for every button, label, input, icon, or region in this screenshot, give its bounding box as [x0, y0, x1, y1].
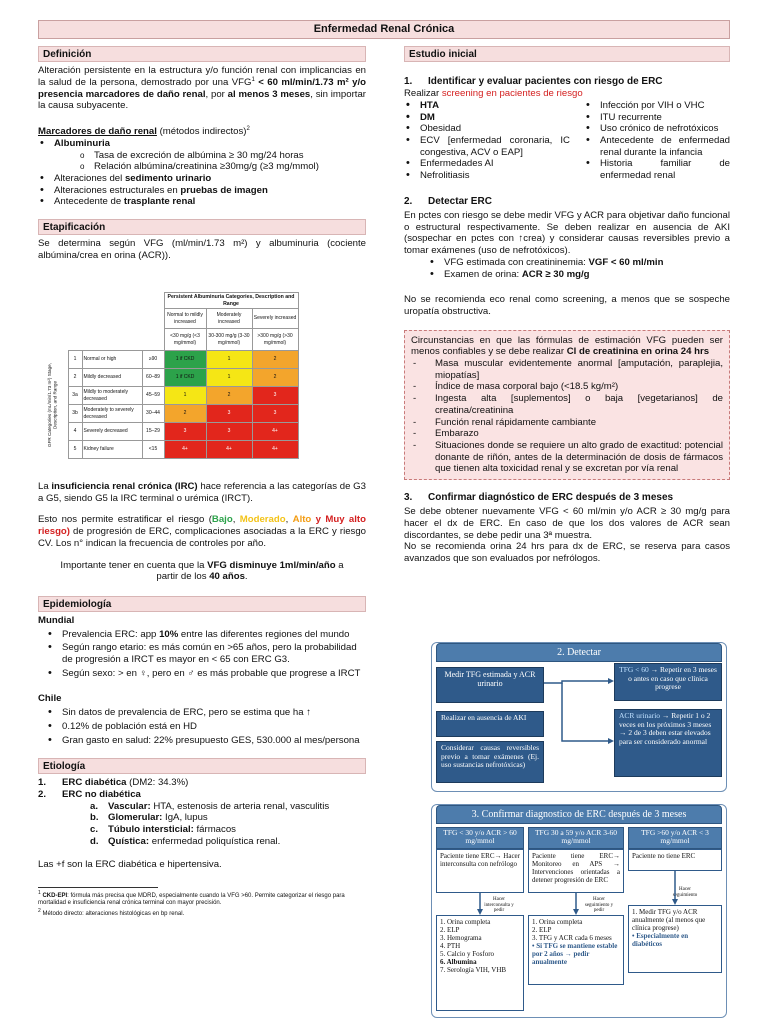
flow-label-seguimiento-2: Hacer seguimiento [672, 887, 698, 898]
risk-list-left [404, 100, 570, 182]
gfr-description: Moderately to severely decreased [82, 405, 142, 423]
flow-list-3: 1. Medir TFG y/o ACR anualmente (al menos que clínica progrese) • Especialmente en diabéticos [628, 905, 722, 973]
flow-acr-urinario: ACR urinario → Repetir 1 o 2 veces en los próximos 3 meses → 2 de 3 deben estar elevados para ser considerado anormal [614, 709, 722, 777]
screening-text: Realizar screening en pacientes de riesgo [404, 88, 583, 100]
list-item: • HTA [404, 100, 570, 112]
page-title: Enfermedad Renal Crónica [38, 20, 730, 39]
etiologia-list: 1. ERC diabética (DM2: 34.3%) 2. ERC no diabética a. Vascular: HTA, estenosis de arteria renal, vasculitis b. Glomerular: IgA, lupus c. Túbulo intersticial: fármacos d. Quística: enfermedad poliquística renal. [38, 777, 330, 847]
gfr-stage: 3b [68, 405, 82, 423]
etiologia-note: Las +f son la ERC diabética e hipertensiva. [38, 859, 222, 871]
step3-text-1: Se debe obtener nuevamente VFG < 60 ml/min y/o ACR ≥ 30 mg/g para hacer el dx de ERC. En caso de que los dos valores de ACR sean discordantes, se debe pedir una 3ª muestra. [404, 506, 730, 541]
riesgo-text: Esto nos permite estratificar el riesgo (Bajo, Moderado, Alto y Muy alto riesgo) de progresión de ERC, complicaciones asociadas a la ERC y riesgo CV. Los n° indican la frecuencia de controles por año. [38, 514, 366, 549]
irc-text: La insuficiencia renal crónica (IRC) hace referencia a las categorías de G3 a G5, siendo G5 la IRC terminal o urémica (IRCT). [38, 481, 366, 504]
marcadores-list [38, 138, 366, 150]
flow-ausencia-aki: Realizar en ausencia de AKI [436, 711, 544, 737]
risk-cell: 3 [164, 423, 206, 441]
list-item: • Antecedente de trasplante renal [38, 196, 366, 208]
risk-cell: 4+ [252, 441, 298, 459]
gfr-albuminuria-table [46, 292, 358, 477]
risk-cell: 1 if CKD [164, 351, 206, 369]
risk-cell: 2 [206, 387, 252, 405]
flow-list-2: 1. Orina completa 2. ELP 3. TFG y ACR cada 6 meses • Si TFG se mantiene estable por 2 años → pedir anualmente [528, 915, 624, 985]
gfr-range: ≥90 [142, 351, 164, 369]
right-column [404, 46, 730, 565]
mundial-title: Mundial [38, 614, 75, 626]
list-item: - Masa muscular evidentemente anormal [amputación, paraplejia, miopatías] [411, 358, 723, 381]
step3-heading: 3. Confirmar diagnóstico de ERC después de 3 meses [404, 492, 674, 504]
marcadores-title: Marcadores de daño renal (métodos indirectos)$^2$ [38, 126, 250, 138]
section-definicion: Definición [38, 46, 366, 62]
risk-cell: 4+ [164, 441, 206, 459]
left-column [38, 46, 366, 262]
step2-list [404, 257, 730, 280]
flow-arrows [432, 643, 728, 793]
risk-cell: 1 [164, 387, 206, 405]
flow-t-erc-aps: Paciente tiene ERC→ Monitoreo en APS → Intervenciones orientadas a detener progresión de ERC [528, 849, 624, 893]
flow-t-no-erc: Paciente no tiene ERC [628, 849, 722, 871]
flow-h-tfg30: TFG < 30 y/o ACR > 60 mg/mmol [436, 827, 524, 849]
footnote-divider [38, 887, 158, 888]
list-item: • Historia familiar de enfermedad renal [584, 158, 730, 181]
gfr-range: 30–44 [142, 405, 164, 423]
list-item: • Uso crónico de nefrotóxicos [584, 123, 730, 135]
creatinine-clearance-box: Circunstancias en que las fórmulas de estimación VFG pueden ser menos confiables y se debe realizar Cl de creatinina en orina 24 hrs - Masa muscular evidentemente anormal [amputación, paraplejia, miopatías] - Índice de masa corporal bajo (<18.5 kg/m²) - Ingesta alta [suplementos] o baja [vegetarianos] de creatina/creatinina - Función renal rápidamente cambiante - Embarazo - Situaciones donde se requiere un alto grado de exactitud: potencial donante de riñón, antes de la determinación de dosis de fármacos que tienen alta toxicidad renal y se excretan por vía renal [404, 330, 730, 480]
list-item: • ECV [enfermedad coronaria, IC congestiva, ACV o EAP] [404, 135, 570, 158]
risk-list-right [584, 100, 730, 182]
col-range: 30-300 mg/g (3-30 mg/mmol) [206, 329, 252, 351]
col-range: <30 mg/g (<3 mg/mmol) [164, 329, 206, 351]
flow-h-tfg30-59: TFG 30 a 59 y/o ACR 3-60 mg/mmol [528, 827, 624, 849]
flow-causas-reversibles: Considerar causas reversibles previo a tomar exámenes (Ej. uso sustancias nefrotóxicas) [436, 741, 544, 783]
flowchart-confirmar-title: 3. Confirmar diagnostico de ERC después de 3 meses [436, 805, 722, 824]
list-item: • VFG estimada con creatininemia: VGF < 60 ml/min [428, 257, 730, 269]
gfr-description: Mildly to moderately decreased [82, 387, 142, 405]
etapificacion-text: Se determina según VFG (ml/min/1.73 m²) y albuminuria (cociente albúmina/crea en orina (ACR)). [38, 238, 366, 261]
left-column-cont [38, 481, 366, 918]
chile-title: Chile [38, 693, 62, 705]
gfr-range: 45–59 [142, 387, 164, 405]
chile-list [38, 707, 366, 746]
gfr-stage: 4 [68, 423, 82, 441]
flowchart-confirmar [431, 804, 727, 1018]
col-header: Moderately increased [206, 309, 252, 329]
gfr-range: 15–29 [142, 423, 164, 441]
definicion-text: Alteración persistente en la estructura y/o función renal con implicancias en la salud de la persona, demostrado por una $VFG^1 < 60$ ml/min/1.73 m² y/o presencia marcadores de daño renal, por al menos 3 meses, sin importar la causa subyacente. [38, 65, 366, 112]
gfr-side-label: GFR Categories (mL/min/1.73 m²) Stage, Description, and Range [47, 362, 58, 447]
risk-cell: 4+ [252, 423, 298, 441]
flowchart-detectar [431, 642, 727, 792]
list-item: o Relación albúmina/creatinina ≥30mg/g (≥3 mg/mmol) [80, 161, 366, 173]
risk-cell: 3 [206, 405, 252, 423]
gfr-description: Normal or high [82, 351, 142, 369]
step1-heading: 1. Identificar y evaluar pacientes con riesgo de ERC [404, 76, 663, 87]
col-header: Severely increased [252, 309, 298, 329]
table-row [46, 423, 298, 441]
step2-text: En pctes con riesgo se debe medir VFG y ACR para objetivar daño funcional o estructural respectivamente. Se deben realizar en ausencia de AKI (sospechar en pctes con ↑crea) y considerar causas reversibles previo a tomar exámenes (uso de nefrotóxicos). [404, 210, 730, 257]
list-item: • Alteraciones del sedimento urinario [38, 173, 366, 185]
flow-t-erc-nefrologo: Paciente tiene ERC→ Hacer interconsulta con nefrólogo [436, 849, 524, 893]
risk-cell: 3 [206, 423, 252, 441]
circumstances-list [411, 358, 723, 475]
step2-heading: 2. Detectar ERC [404, 195, 492, 207]
list-item: • ITU recurrente [584, 112, 730, 124]
risk-cell: 1 [206, 351, 252, 369]
list-item: • Examen de orina: ACR ≥ 30 mg/g [428, 269, 730, 281]
gfr-stage: 2 [68, 369, 82, 387]
list-item: • Antecedente de enfermedad renal durante la infancia [584, 135, 730, 158]
gfr-stage: 5 [68, 441, 82, 459]
flowchart-detectar-title: 2. Detectar [436, 643, 722, 662]
list-item: - Función renal rápidamente cambiante [411, 417, 723, 429]
gfr-range: 60–89 [142, 369, 164, 387]
table-row [46, 405, 298, 423]
gfr-description: Kidney failure [82, 441, 142, 459]
list-item: - Embarazo [411, 428, 723, 440]
risk-cell: 1 [206, 369, 252, 387]
vfg-note: Importante tener en cuenta que la VFG disminuye 1ml/min/año a partir de los 40 años. [60, 559, 344, 583]
flow-label-interconsulta: Hacer interconsulta y pedir [484, 897, 514, 913]
list-item: • Enfermedades AI [404, 158, 570, 170]
table-top-title: Persistent Albuminuria Categories, Description and Range [164, 293, 298, 309]
gfr-description: Severely decreased [82, 423, 142, 441]
risk-cell: 1 if CKD [164, 369, 206, 387]
table-row [46, 351, 298, 369]
list-item: • Según rango etario: es más común en >65 años, pero la probabilidad de progresión a IRCT es mayor en < 65 con ERC G3. [46, 642, 366, 665]
gfr-range: <15 [142, 441, 164, 459]
table-row [46, 441, 298, 459]
list-item: • Sin datos de prevalencia de ERC, pero se estima que ha ↑ [46, 707, 366, 719]
risk-cell: 4+ [206, 441, 252, 459]
footnotes: $^1$ CKD-EPI: fórmula más precisa que MDRD, especialmente cuando la VFG >60. Permite categorizar el riesgo para mortalidad e insuficiencia renal crónica terminal con mayor precisión. $^2$ Método directo: alteraciones histológicas en bp renal. [38, 890, 345, 917]
list-item: • Según sexo: > en ♀, pero en ♂ es más probable que progrese a IRCT [46, 668, 366, 680]
section-epidemiologia: Epidemiología [38, 596, 366, 612]
risk-cell: 2 [252, 351, 298, 369]
list-item: - Situaciones donde se requiere un alto grado de exactitud: potencial donante de riñón, antes de la determinación de dosis de fármacos que tienen alta toxicidad renal y se excretan por vía renal [411, 440, 723, 475]
flow-list-1: 1. Orina completa 2. ELP 3. Hemograma 4. PTH 5. Calcio y Fosforo 6. Albumina 7. Serología VIH, VHB [436, 915, 524, 1011]
col-header: Normal to mildly increased [164, 309, 206, 329]
table-row [46, 369, 298, 387]
flow-label-seguimiento: Hacer seguimiento y pedir [584, 897, 614, 913]
table-row [46, 387, 298, 405]
risk-cell: 3 [252, 387, 298, 405]
section-etapificacion: Etapificación [38, 219, 366, 235]
list-item: • Prevalencia ERC: app 10% entre las diferentes regiones del mundo [46, 629, 366, 641]
list-item: - Índice de masa corporal bajo (<18.5 kg/m²) [411, 381, 723, 393]
marcadores-list-2 [38, 173, 366, 208]
list-item: o Tasa de excreción de albúmina ≥ 30 mg/24 horas [80, 150, 366, 162]
risk-factors [404, 100, 730, 182]
list-item: - Ingesta alta [suplementos] o baja [vegetarianos] de creatina/creatinina [411, 393, 723, 416]
albuminuria-sublist [38, 150, 366, 173]
list-item: • Gran gasto en salud: 22% presupuesto GES, 530.000 al mes/persona [46, 735, 366, 747]
list-item: • Alteraciones estructurales en pruebas de imagen [38, 185, 366, 197]
list-item: • Albuminuria [38, 138, 366, 150]
risk-cell: 3 [252, 405, 298, 423]
list-item: • DM [404, 112, 570, 124]
list-item: • Infección por VIH o VHC [584, 100, 730, 112]
flow2-arrows [432, 805, 728, 1019]
risk-cell: 2 [252, 369, 298, 387]
step3-text-2: No se recomienda orina 24 hrs para dx de ERC, se reserva para casos avanzados que son evaluados por nefrólogos. [404, 541, 730, 565]
gfr-description: Mildly decreased [82, 369, 142, 387]
list-item: • Obesidad [404, 123, 570, 135]
mundial-list [38, 629, 366, 680]
gfr-stage: 3a [68, 387, 82, 405]
list-item: • 0.12% de población está en HD [46, 721, 366, 733]
flow-h-tfg60: TFG >60 y/o ACR < 3 mg/mmol [628, 827, 722, 849]
risk-cell: 2 [164, 405, 206, 423]
flow-tfg-menor-60: TFG < 60 → Repetir en 3 meses o antes en caso que clínica progrese [614, 663, 722, 701]
gfr-stage: 1 [68, 351, 82, 369]
section-estudio-inicial: Estudio inicial [404, 46, 730, 62]
col-range: >300 mg/g (>30 mg/mmol) [252, 329, 298, 351]
list-item: • Nefrolitiasis [404, 170, 570, 182]
section-etiologia: Etiología [38, 758, 366, 774]
flow-medir-tfg: Medir TFG estimada y ACR urinario [436, 667, 544, 703]
step2-note: No se recomienda eco renal como screening, a menos que se sospeche uropatía obstructiva. [404, 294, 730, 317]
